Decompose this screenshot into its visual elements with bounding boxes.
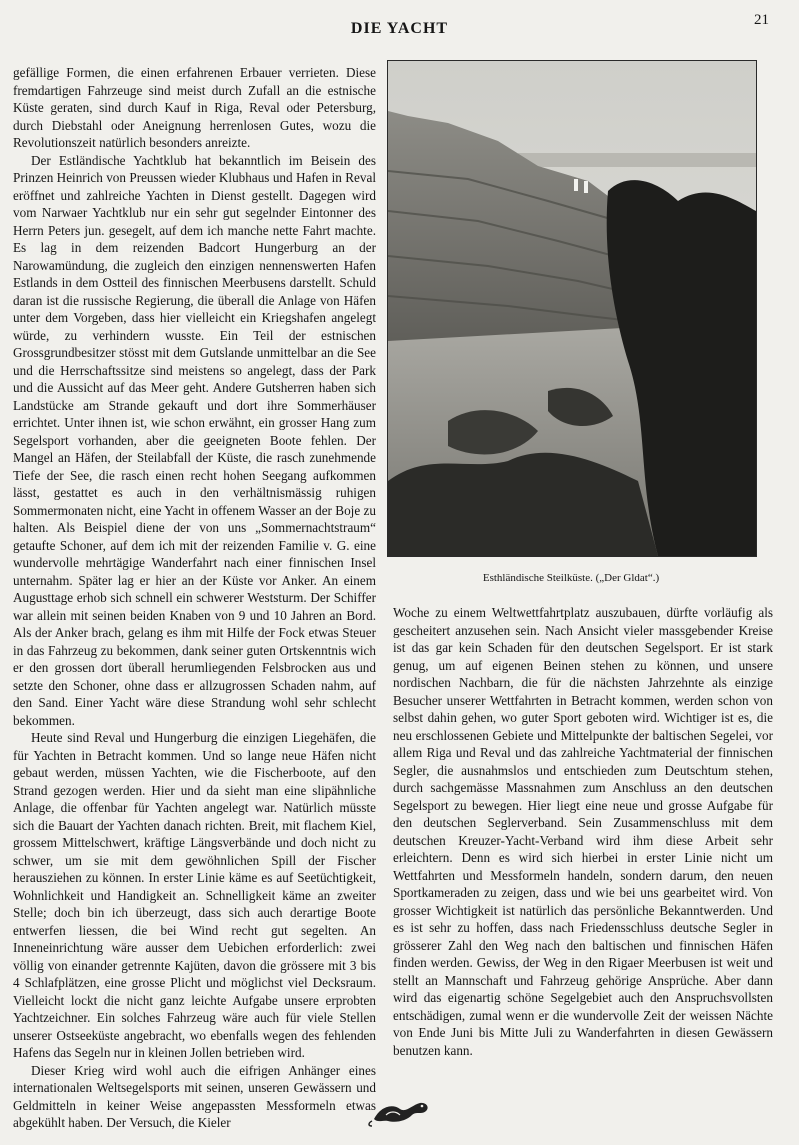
photo-caption: Esthländische Steilküste. („Der Gldat“.): [482, 572, 660, 584]
cliff-photograph: [387, 60, 757, 557]
paragraph: Heute sind Reval und Hungerburg die einzigen Liegehäfen, die für Yachten in Betracht kommen. Und so lange neue Häfen nicht gebaut werden, müssen Yachten, wie die Fischerboote, auf den Strand gezogen werden. Hier und da sieht man eine slipähnliche Anlage, die offenbar für Yachten angelegt war. Natürlich müsste sich die Bauart der Yachten danach richten. Breit, mit flachem Kiel, grossem Mittelschwert, kräftige Längsverbände und doch nicht zu schwer, um sie mit dem gewöhnlichen Spill der Fischer herausziehen zu können. In erster Linie käme es auf Seetüchtigkeit, Wohnlichkeit und Handigkeit an. Schnelligkeit käme an zweiter Stelle; doch bin ich überzeugt, dass sich auch derartige Boote entwerfen liessen, die bei Wind recht gut segelten. An Inneneinrichtung wäre ausser dem Uebichen erforderlich: zwei völlig von einander getrennte Kajüten, davon die grössere mit 3 bis 4 Schlafplätzen, eine grosse Plicht und möglichst viel Decksraum. Vielleicht lockt die nicht ganz leichte Aufgabe unsere erprobten Yachtzeichner. Ein solches Fahrzeug wäre auch für viele Stellen unserer Ostseeküste angebracht, wo ebenfalls wegen des fehlenden Hafens das Segeln nur in kleinen Jollen betrieben wird.: [13, 730, 376, 1060]
left-text-column: [13, 64, 376, 1132]
page-title: DIE YACHT: [350, 20, 449, 37]
paragraph: gefällige Formen, die einen erfahrenen Erbauer verrieten. Diese fremdartigen Fahrzeuge sind meist durch Zufall an die estnische Küste geraten, sind durch Kauf in Riga, Reval oder Petersburg, durch Diebstahl oder Aneignung herrenlosen Gutes, wozu die Revolutionszeit natürlich besonders anreizte.: [13, 65, 376, 150]
paragraph: Woche zu einem Weltwettfahrtplatz auszubauen, dürfte vorläufig als gescheitert anzusehen sein. Nach Ansicht vieler massgebender Kreise ist das gar kein Schaden für den deutschen Segelsport. Er ist stark genug, um auf eigenen Beinen stehen zu können, und unsere nordischen Nachbarn, die für die nächsten Jahrzehnte als einzige Besucher unserer Wettfahrten in Betracht kommen, werden schon von selbst dahin gehen, wo guter Sport geboten wird. Wichtiger ist es, die neu erschlossenen Gebiete und Mittelpunkte der baltischen Segelei, vor allem Riga und Reval und das zahlreiche Yachtmaterial der finnischen Segler, die ausnahmslos und entschieden zum Deutschtum stehen, durch sachgemässe Massnahmen zum Anschluss an den deutschen Segelsport zu bewegen. Hier liegt eine neue und grosse Aufgabe für den deutschen Seglerverband. Sein Zusammenschluss mit dem deutschen Kreuzer-Yacht-Verband wird ihm diese Arbeit sehr erleichtern. Denn es wird sich hierbei in erster Linie nicht um Wettfahrten und Messformeln handeln, sondern darum, den neuen Sportkameraden zu zeigen, dass und wie bei uns gearbeitet wird. Von grosser Wichtigkeit ist natürlich das persönliche Bekanntwerden. Und es ist sehr zu hoffen, dass nach Friedensschluss deutsche Segler in grösserer Zahl den Weg nach den baltischen und finnischen Häfen finden werden. Gewiss, der Weg in den Rigaer Meerbusen ist weit und stellt an Mannschaft und Fahrzeug gehörige Ansprüche. Aber dann wird das eigenartig schöne Segelgebiet auch den Anspruchsvollsten entschädigen, zumal wenn er die wundervolle Zeit der weissen Nächte von Ende Juni bis Mitte Juli zu Wanderfahrten in diesen Gewässern benutzen kann.: [393, 605, 773, 1058]
paragraph: Der Estländische Yachtklub hat bekanntlich im Beisein des Prinzen Heinrich von Preussen wieder Klubhaus und Hafen in Reval eröffnet und zahlreiche Yachten in Dienst gestellt. Dagegen wird vom Narwaer Yachtklub nur ein sehr gut segelnder Eintonner des Herrn Peters jun. gesegelt, auf dem ich manche nette Fahrt machte. Es lag in dem reizenden Badcort Hungerburg an der Narowamündung, die zugleich den einzigen nennenswerten Hafen Estlands in dem Ostteil des finnischen Meerbusens darstellt. Schuld daran ist die russische Regierung, die überall die Anlage von Häfen unter dem Vorgeben, dass hier vielleicht ein Kriegshafen angelegt würde, zu verhindern wusste. Ein Teil der estnischen Grossgrundbesitzer stösst mit dem Gutslande unmittelbar an die See und die Herrschaftssitze sind meistens so angelegt, dass der Park und die Aussicht auf das Meer geht. Andere Gutsherren haben sich Landstücke am Strande gekauft und dort ihre Sommerhäuser errichtet. Unter ihnen ist, wie schon erwähnt, ein grosser Hang zum Segelsport vorhanden, aber die geeigneten Boote fehlen. Der Mangel an Häfen, der Steilabfall der Küste, die rasch zunehmende Tiefe der See, die rasch einen recht hohen Seegang aufkommen lässt, gestattet es auch in den verhältnismässig ruhigen Sommermonaten nicht, eine Yacht in offenem Wasser an der Boje zu halten. Als Beispiel diene der von uns „Sommernachtstraum“ getaufte Schoner, auf dem ich mit der reizenden Familie v. G. eine wundervolle mehrtägige Wanderfahrt nach einer finnischen Insel unternahm. Später lag er hier an der Küste vor Anker. An einem Augusttage erhob sich schnell ein schwerer Weststurm. Der Schiffer war allein mit seinen beiden Knaben von 9 und 10 Jahren an Bord. Als der Anker brach, gelang es ihm mit Hilfe der Fock etwas Steuer in das Fahrzeug zu bekommen, dank seiner guten Ortskenntnis wich er den grossen dort überall herumliegenden Felsbrocken aus und setzte den Schoner, ohne dass er allzugrossen Schaden nahm, auf den Sand. Einer Yacht wäre diese Strandung wohl sehr schlecht bekommen.: [13, 152, 376, 728]
cliff-photo-image: [388, 61, 756, 556]
paragraph: Dieser Krieg wird wohl auch die eifrigen Anhänger eines internationalen Weltsegelsports mit seinen, unseren Gewässern und Geldmitteln in keiner Weise angepassten Messformeln etwas abgekühlt haben. Der Versuch, die Kieler: [13, 1062, 376, 1130]
seahorse-ornament-icon: [366, 1093, 436, 1127]
right-text-column: [393, 604, 773, 1059]
page-number: 21: [754, 12, 769, 28]
